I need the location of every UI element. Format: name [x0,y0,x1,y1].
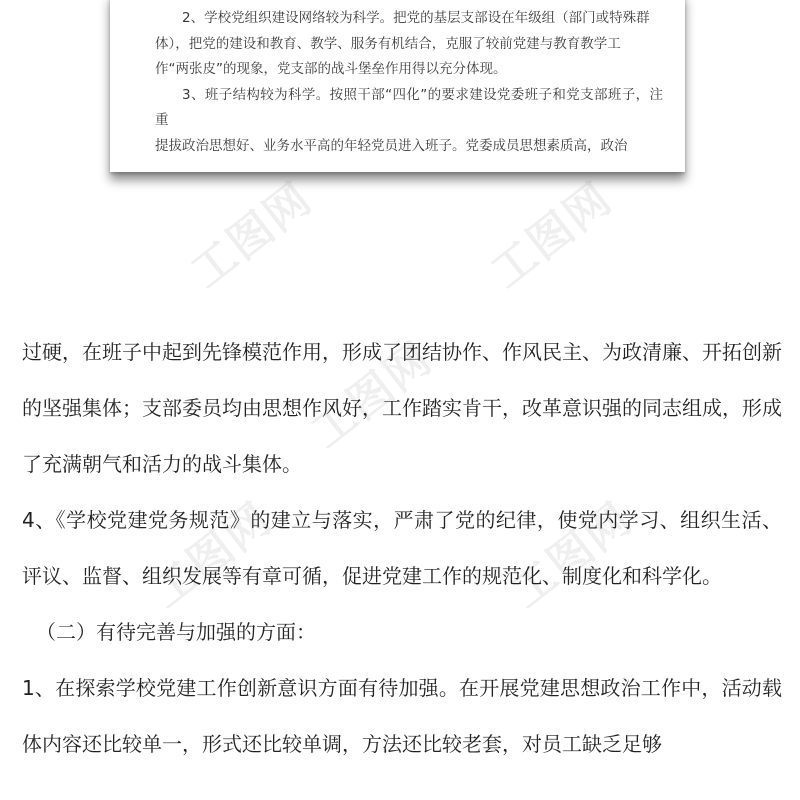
body-paragraph-3: 1、在探索学校党建工作创新意识方面有待加强。在开展党建思想政治工作中，活动载体内容还比较单一，形式还比较单调，方法还比较老套，对员工缺乏足够 [22,676,782,756]
preview-item2-line2: 体），把党的建设和教育、教学、服务有机结合，克服了较前党建与教育教学工 [155,35,621,52]
watermark: 工图网 [141,492,282,619]
section-heading: （二）有待完善与加强的方面： [36,620,316,644]
watermark: 工图网 [481,172,622,299]
preview-item3-line2: 提拔政治思想好、业务水平高的年轻党员进入班子。党委成员思想素质高，政治 [155,137,628,154]
watermark: 工图网 [301,332,442,459]
preview-item2-line3: 作“两张皮”的现象，党支部的战斗堡垒作用得以充分体现。 [155,61,507,77]
watermark: 工图网 [181,172,322,299]
body-paragraph-1: 过硬，在班子中起到先锋模范作用，形成了团结协作、作风民主、为政清廉、开拓创新的坚强集体；支部委员均由思想作风好，工作踏实肯干，改革意识强的同志组成，形成了充满朝气和活力的战斗集体。 [22,340,782,476]
preview-item2-line1: 2、学校党组织建设网络较为科学。把党的基层支部设在年级组（部门或特殊群 [182,10,650,26]
document-preview-card [110,0,685,172]
body-paragraph-2: 4、《学校党建党务规范》的建立与落实，严肃了党的纪律，使党内学习、组织生活、评议、监督、组织发展等有章可循，促进党建工作的规范化、制度化和科学化。 [22,508,782,588]
watermark: 工图网 [501,492,642,619]
preview-item3-line1: 3、班子结构较为科学。按照干部“四化”的要求建设党委班子和党支部班子，注重 [155,86,663,128]
document-body [22,324,782,772]
